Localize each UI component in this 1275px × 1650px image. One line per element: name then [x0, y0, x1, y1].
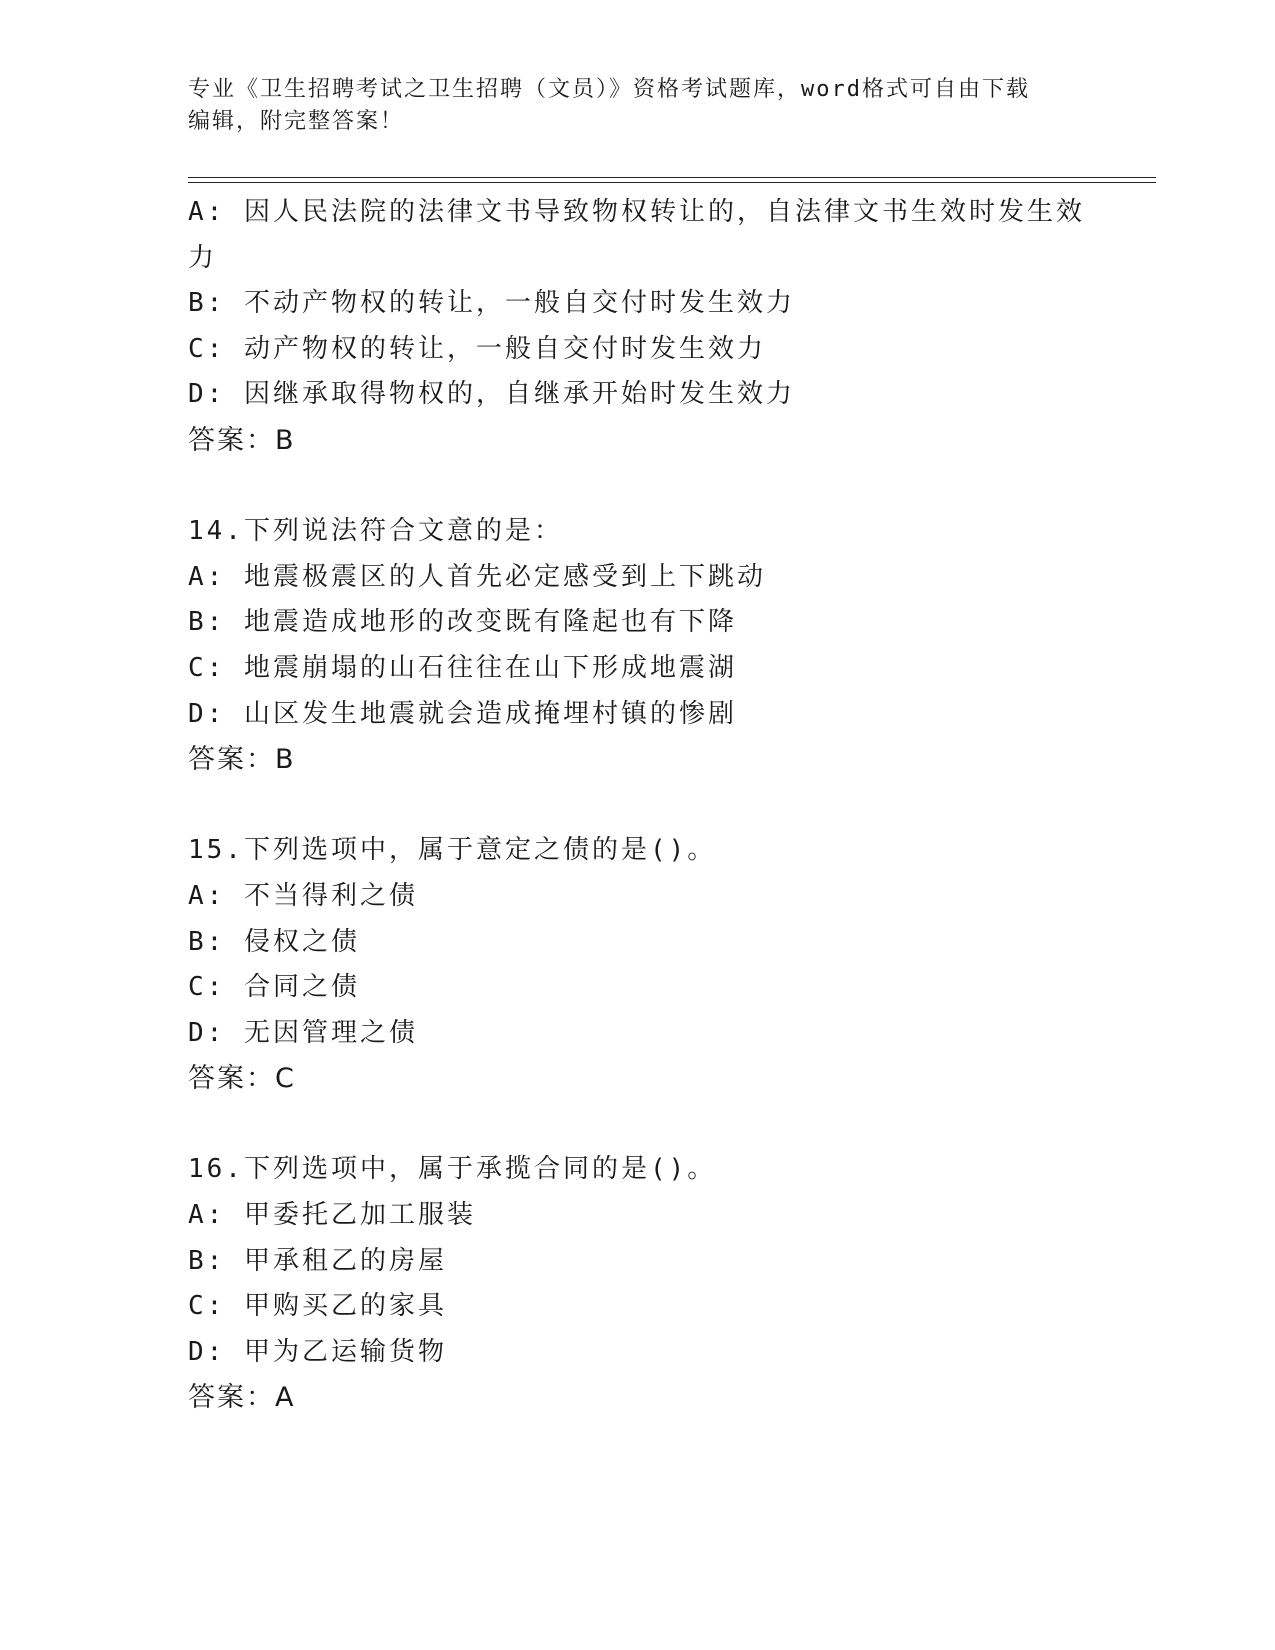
document-header	[188, 74, 1088, 138]
option-b: B: 地震造成地形的改变既有隆起也有下降	[188, 607, 737, 638]
option-c: C: 甲购买乙的家具	[188, 1291, 447, 1322]
option-b: B: 甲承租乙的房屋	[188, 1245, 447, 1276]
spacer	[188, 783, 1088, 829]
option-d: D: 甲为乙运输货物	[188, 1336, 447, 1367]
option-b: B: 侵权之债	[188, 926, 360, 957]
answer: 答案：A	[188, 1382, 296, 1414]
header-line-2: 编辑，附完整答案！	[188, 109, 405, 134]
option-d: D: 因继承取得物权的，自继承开始时发生效力	[188, 379, 795, 410]
question-15	[188, 828, 1088, 1102]
header-line-1: 专业《卫生招聘考试之卫生招聘（文员）》资格考试题库，word格式可自由下载	[188, 77, 1030, 102]
answer: 答案：C	[188, 1063, 296, 1095]
option-a: A: 甲委托乙加工服装	[188, 1200, 476, 1231]
option-c: C: 动产物权的转让，一般自交付时发生效力	[188, 333, 766, 364]
answer: 答案：B	[188, 744, 296, 776]
option-d: D: 无因管理之债	[188, 1017, 418, 1048]
question-stem: 15.下列选项中，属于意定之债的是()。	[188, 835, 717, 866]
option-a: A: 因人民法院的法律文书导致物权转让的，自法律文书生效时发生效力	[188, 197, 1085, 273]
header-rule-bottom	[188, 182, 1156, 183]
header-rule-top	[188, 177, 1156, 178]
question-14	[188, 509, 1088, 783]
spacer	[188, 1102, 1088, 1148]
question-stem: 16.下列选项中，属于承揽合同的是()。	[188, 1154, 717, 1185]
question-16	[188, 1147, 1088, 1421]
option-c: C: 合同之债	[188, 972, 360, 1003]
question-stem: 14.下列说法符合文意的是：	[188, 516, 563, 547]
question-13-continued	[188, 190, 1088, 464]
spacer	[188, 464, 1088, 510]
answer: 答案：B	[188, 424, 296, 456]
question-list	[188, 190, 1088, 1421]
option-b: B: 不动产物权的转让，一般自交付时发生效力	[188, 288, 795, 319]
option-a: A: 不当得利之债	[188, 880, 418, 911]
option-c: C: 地震崩塌的山石往往在山下形成地震湖	[188, 652, 737, 683]
option-a: A: 地震极震区的人首先必定感受到上下跳动	[188, 561, 766, 592]
option-d: D: 山区发生地震就会造成掩埋村镇的惨剧	[188, 698, 737, 729]
